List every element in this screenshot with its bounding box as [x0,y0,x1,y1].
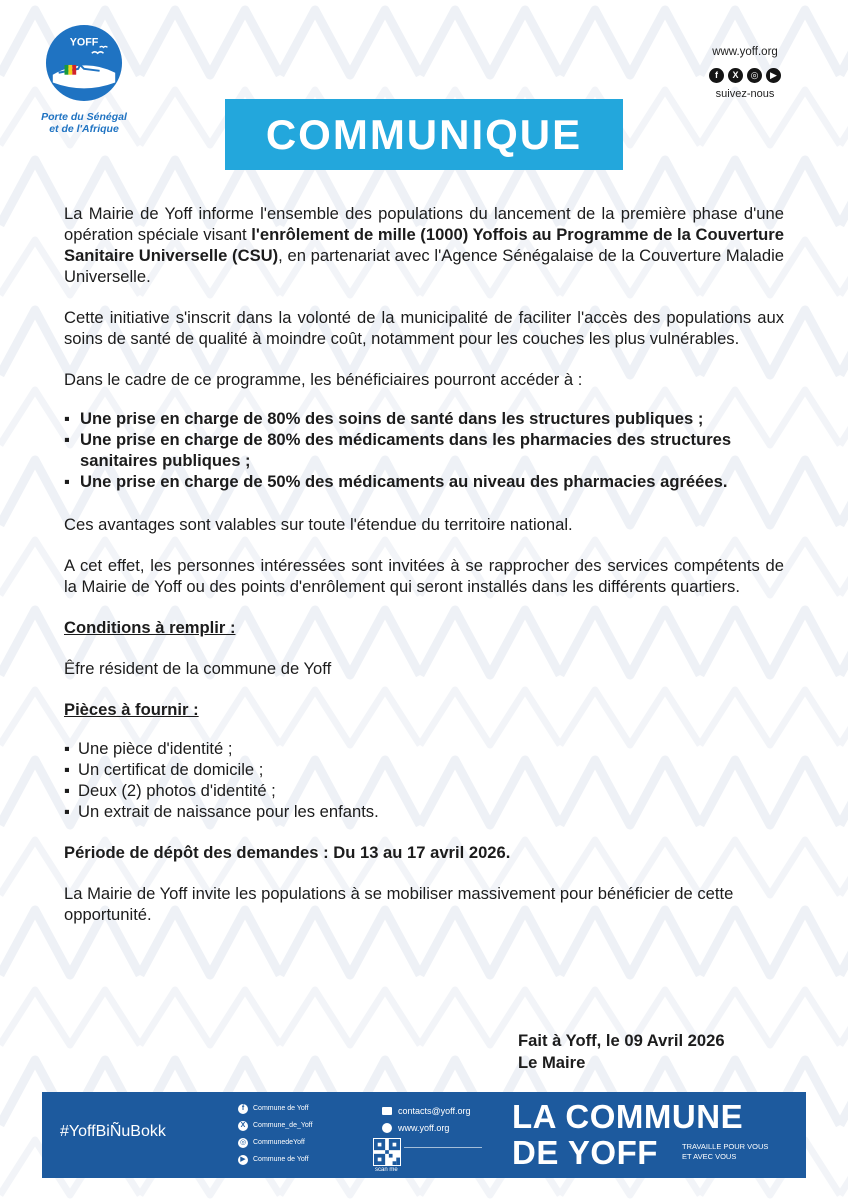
footer-social-row[interactable] [238,1134,313,1151]
footer-social-list [238,1100,313,1168]
intro-text-2: , en partenariat avec l'Agence Sénégalaise de la Couverture Maladie Universelle. [64,246,785,286]
intro-text-1: La Mairie de Yoff informe l'ensemble des populations du lancement de la première phase d'une opération spéciale visant [64,204,784,244]
condition-text: Êfre résident de la commune de Yoff [64,659,332,678]
follow-label: suivez-nous [715,88,775,100]
x-icon[interactable]: X [728,68,743,83]
youtube-icon[interactable]: ▶ [766,68,781,83]
intro-text-bold: l'enrôlement de mille (1000) Yoffois au Programme de la Couverture Sanitaire Universelle (CSU) [64,225,784,265]
signature-block [518,1030,725,1074]
benefit-item: ▪ Une prise en charge de 50% des médicaments au niveau des pharmacies agréées. [64,471,784,492]
header-website-link[interactable]: www.yoff.org [712,46,778,58]
footer-brand-tagline-1: TRAVAILLE POUR VOUS [682,1142,769,1151]
footer-hashtag: #YoffBiÑuBokk [60,1123,166,1140]
enrolment-paragraph: A cet effet, les personnes intéressées sont invitées à se rapprocher des services compétents de la Mairie de Yoff ou des points d'enrôlement qui seront installés dans les différents quartiers. [64,556,784,596]
page-title: COMMUNIQUE [265,110,583,158]
initiative-paragraph: Cette initiative s'inscrit dans la volonté de la municipalité de faciliter l'accès des populations aux soins de santé de qualité à moindre coût, notamment pour les couches les plus vulnérables. [64,308,784,348]
qr-caption: scan me [375,1167,398,1173]
facebook-icon[interactable]: f [709,68,724,83]
logo-tagline-line-1: Porte du Sénégal [41,111,127,123]
communique-body [64,203,784,925]
logo-tagline [28,111,140,135]
title-banner [225,99,623,170]
benefit-item: ▪ Une prise en charge de 80% des soins de santé dans les structures publiques ; [64,408,784,429]
footer-email: contacts@yoff.org [398,1105,471,1116]
document-item: ▪ Une pièce d'identité ; [64,738,784,759]
footer-social-row[interactable] [238,1117,313,1134]
footer-social-handle: Commune de Yoff [253,1156,309,1163]
documents-heading: Pièces à fournir : [64,700,199,719]
x-icon: X [238,1121,248,1131]
signature-signatory: Le Maire [518,1053,586,1072]
benefit-item: ▪ Une prise en charge de 80% des médicaments dans les pharmacies des structures sanitaires publiques ; [64,429,784,471]
instagram-icon: ◎ [239,1138,247,1146]
footer-divider [404,1147,482,1148]
facebook-icon: f [238,1104,248,1114]
globe-icon [382,1123,392,1133]
footer-contacts [382,1102,471,1136]
logo-wordmark: YOFF [69,36,99,49]
footer-website: www.yoff.org [398,1122,450,1133]
footer-email-row[interactable] [382,1102,471,1119]
footer-brand-tagline [682,1142,768,1161]
closing-paragraph: La Mairie de Yoff invite les populations à se mobiliser massivement pour bénéficier de cette opportunité. [64,884,734,924]
document-item: ▪ Un extrait de naissance pour les enfants. [64,801,784,822]
document-item: ▪ Deux (2) photos d'identité ; [64,780,784,801]
coverage-paragraph: Ces avantages sont valables sur toute l'étendue du territoire national. [64,515,573,534]
footer-brand-line-1: LA COMMUNE [512,1098,744,1135]
footer-social-row[interactable] [238,1100,313,1117]
footer-website-row[interactable] [382,1119,471,1136]
footer-social-handle: Commune_de_Yoff [253,1122,313,1129]
yoff-logo [28,24,140,135]
submission-period: Période de dépôt des demandes : Du 13 au 17 avril 2026. [64,843,511,862]
youtube-icon: ▶ [238,1155,248,1165]
footer-brand-tagline-2: ET AVEC VOUS [682,1151,737,1161]
footer-social-row[interactable] [238,1151,313,1168]
footer-social-handle: CommunedeYoff [253,1139,305,1146]
footer-brand-line-2: DE YOFF [512,1134,658,1171]
yoff-logo-emblem [45,24,123,102]
qr-code-icon[interactable] [373,1138,401,1166]
documents-list [64,738,784,822]
benefits-intro: Dans le cadre de ce programme, les bénéficiaires pourront accéder à : [64,370,583,389]
header-social-icons [700,68,790,83]
signature-place-date: Fait à Yoff, le 09 Avril 2026 [518,1031,725,1050]
benefits-list [64,408,784,492]
instagram-icon[interactable]: ◎ [747,68,762,83]
header-social [700,46,790,100]
mail-icon [382,1107,392,1115]
intro-paragraph [64,203,784,287]
conditions-heading: Conditions à remplir : [64,618,236,637]
footer-banner [42,1092,806,1178]
logo-tagline-line-2: et de l'Afrique [49,123,119,135]
footer-social-handle: Commune de Yoff [253,1105,309,1112]
document-item: ▪ Un certificat de domicile ; [64,759,784,780]
